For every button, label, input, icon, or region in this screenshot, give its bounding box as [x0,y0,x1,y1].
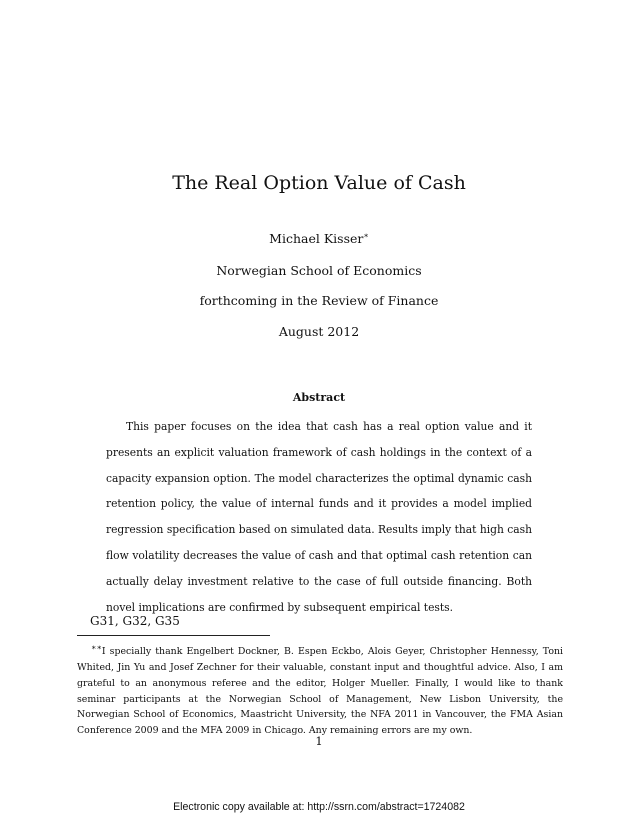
page-number: 1 [315,734,323,748]
author-line [0,231,638,246]
abstract-body [106,414,532,620]
publication-note: forthcoming in the Review of Finance [199,293,439,308]
footnote [77,640,563,739]
author-footnote-mark: ∗ [363,231,369,240]
abstract-text: This paper focuses on the idea that cash has a real option value and it presents an explicit valuation framework of cash holdings in the context of a capacity expansion option. The model characterizes the optimal dynamic cash retention policy, the value of internal funds and it provides a model implied regression specification based on simulated data. Results imply that high cash flow volatility decreases the value of cash and that optimal cash retention can actually delay investment relative to the case of full outside financing. Both novel implications are confirmed by subsequent empirical tests. [106,420,532,614]
paper-title: The Real Option Value of Cash [172,172,466,194]
footnote-rule [77,635,270,636]
jel-codes: G31, G32, G35 [90,614,180,628]
affiliation: Norwegian School of Economics [216,263,422,278]
author-name: Michael Kisser [269,231,364,247]
paper-date: August 2012 [278,324,360,339]
abstract-heading: Abstract [292,391,346,404]
footnote-text: I specially thank Engelbert Dockner, B. Espen Eckbo, Alois Geyer, Christopher Hennessy, Toni Whited, Jin Yu and Josef Zechner for their valuable, constant input and thoughtful advice. Also, I am grateful to an anonymous referee and the editor, Holger Mueller. Finally, I would like to thank seminar participants at the Norwegian School of Management, New Lisbon University, the Norwegian School of Economics, Maastricht University, the NFA 2011 in Vancouver, the FMA Asian Conference 2009 and the MFA 2009 in Chicago. Any remaining errors are my own. [77,646,563,737]
ssrn-footer[interactable]: Electronic copy available at: http://ssrn.com/abstract=1724082 [173,801,465,813]
footnote-mark: ∗∗ [91,643,102,652]
